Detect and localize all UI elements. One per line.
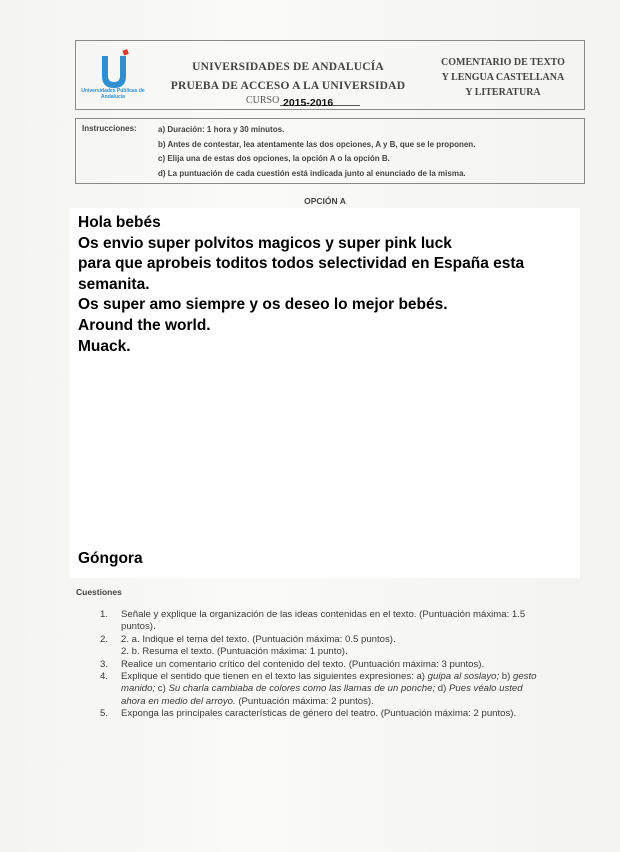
question-number: 4. [100, 671, 109, 683]
instructions-label: Instrucciones: [82, 124, 137, 133]
message-text [78, 213, 524, 357]
option-title: OPCIÓN A [304, 196, 346, 206]
question-text: Explique el sentido que tienen en el texto las siguientes expresiones: a) [121, 671, 428, 683]
message-line: Muack. [78, 337, 131, 355]
exam-heading [158, 58, 418, 96]
message-line: Os super amo siempre y os deseo lo mejor bebés. [78, 296, 448, 314]
question-item [100, 659, 540, 671]
question-number: 3. [100, 658, 109, 670]
question-text: guipa al soslayo; [427, 671, 500, 683]
university-name: UNIVERSIDADES DE ANDALUCÍA [192, 61, 384, 73]
message-line: Around the world. [78, 316, 211, 334]
signature: Góngora [78, 550, 143, 567]
subject-line: COMENTARIO DE TEXTO [441, 57, 565, 68]
question-item [100, 671, 540, 708]
question-text: c) [155, 683, 169, 695]
exam-name: PRUEBA DE ACCESO A LA UNIVERSIDAD [170, 80, 406, 92]
question-text: Pues véalo usted ahora en medio del arroyo. [121, 683, 523, 707]
question-text: b) [499, 671, 514, 683]
question-item [100, 708, 540, 720]
question-text: Exponga las principales características de género del teatro. (Puntuación máxima: 2 puntos). [121, 708, 517, 720]
instruction-item: d) La puntuación de cada cuestión está indicada junto al enunciado de la misma. [158, 168, 466, 178]
instruction-item: b) Antes de contestar, lea atentamente las dos opciones, A y B, que se le proponen. [158, 139, 476, 149]
question-text: Realice un comentario crítico del contenido del texto. (Puntuación máxima: 3 puntos). [121, 658, 485, 670]
curso-year: 2015-2016 [283, 97, 334, 109]
cuestiones-title: Cuestiones [76, 587, 122, 597]
question-item [100, 609, 540, 634]
message-line: Hola bebés [78, 214, 161, 231]
question-text: gesto manido; [121, 671, 537, 695]
message-line: Os envio super polvitos magicos y super pink luck [78, 234, 452, 252]
question-text: (Puntuación máxima: 2 puntos). [235, 695, 374, 707]
question-number: 1. [100, 609, 109, 620]
question-text: Su charla cambiaba de colores como las llamas de un ponche; [168, 683, 436, 695]
subject-line: Y LENGUA CASTELLANA [441, 72, 565, 83]
subject-line: Y LITERATURA [465, 87, 541, 98]
question-text: 2. a. Indique el tema del texto. (Puntuación máxima: 0.5 puntos). [121, 633, 396, 645]
question-text: d) [435, 683, 449, 695]
logo-caption: Universidades Públicas de Andalucía [81, 88, 145, 100]
instruction-item: c) Elija una de estas dos opciones, la opción A o la opción B. [158, 154, 390, 163]
question-text: Señale y explique la organización de las ideas contenidas en el texto. (Puntuación máxima: 1.5 puntos). [121, 609, 526, 633]
question-text: 2. b. Resuma el texto. (Puntuación máxima: 1 punto). [121, 646, 348, 658]
curso-label: CURSO [246, 95, 280, 106]
message-line: semanita. [78, 275, 150, 293]
message-line: para que aprobeis toditos todos selectividad en España esta [78, 255, 525, 273]
question-item [100, 634, 540, 646]
instructions-list [158, 123, 475, 181]
questions-list [100, 609, 540, 721]
instruction-item: a) Duración: 1 hora y 30 minutos. [158, 125, 285, 134]
subject-title [428, 55, 578, 100]
question-number: 5. [100, 708, 109, 720]
question-item [100, 646, 540, 658]
question-number: 2. [100, 633, 109, 645]
